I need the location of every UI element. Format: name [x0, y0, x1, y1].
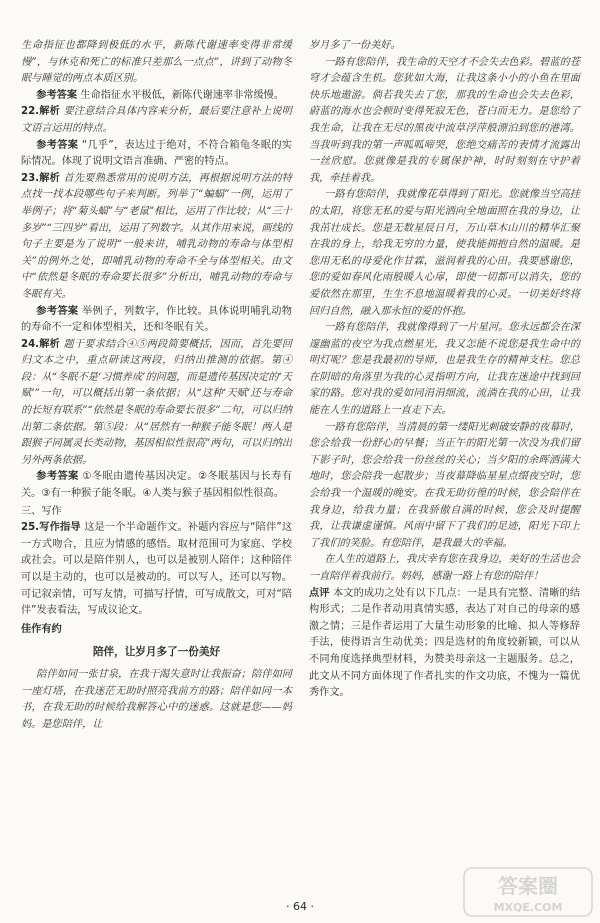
q25-guide: 这是一个半命题作文。补题内容应与“陪伴”这一方式吻合，且应为情感的感悟。取材范围可为家庭、学校或社会。可以是陪伴别人，也可以是被别人陪伴；这种陪伴可以是主动的，也可以是被动的。可以写人，还可以写物。可记叙亲情，可写友情，可描写抒情，可写成散文，可对“陪伴”发表看法，写成议论文。: [21, 522, 293, 617]
comment-text: 本文的成功之处有以下几点：一是具有完整、清晰的结构形式；二是作者动用真情实感，表达了对自己的母亲的感激之情；三是作者运用了大量生动形象的比喻、拟人等修辞手法，使得语言生动优美；四是选材的角度较新颖，可以从不同角度选择典型材料，为赞美母亲这一主题服务。总之，此文从不同方面体现了作者扎实的作文功底，不愧为一篇优秀作文。: [309, 587, 581, 699]
q24-label: 解析: [39, 338, 61, 350]
q22-answer: “几乎”，表达过于绝对，不符合箱龟冬眠的实际情况。体现了说明文语言准确、严密的特点。: [21, 139, 292, 168]
question-23: [21, 171, 292, 304]
q24-number: 24.: [21, 338, 40, 350]
q23-answer: 举例子，列数字，作比较。具体说明哺乳动物的寿命不一定和体型相关，还和冬眠有关。: [21, 305, 292, 334]
q23-label: 解析: [39, 172, 61, 184]
essay-paragraph-6: 在人生的道路上，我庆幸有您在我身边，美好的生活也会一直陪伴着我前行。妈妈，感谢一路上有您的陪伴！: [309, 554, 580, 582]
essay-title: 陪伴，让岁月多了一份美好: [92, 646, 221, 659]
model-essay-label: 佳作有约: [21, 623, 62, 635]
essay-paragraph-1-tail: 岁月多了一份美好。: [309, 40, 401, 51]
question-24: [21, 337, 292, 470]
question-22: [21, 104, 292, 137]
q22-number: 22.: [21, 106, 40, 118]
q23-analysis: 首先要熟悉常用的说明方法，再根据说明方法的特点找一找本段哪些句子来判断。列举了“蝙蝠”一例，运用了举例子；将“菊头蝠”与“老鼠”相比，运用了作比较；从“三十多岁”“三四岁”看出，运用了列数字。从其作用来说，画线的句子主要是为了说明“一般来讲，哺乳动物的寿命与体型相关”的例外之处，即哺乳动物的寿命不全与体型相关。由文中“依然是冬眠的寿命要长很多”分析出，哺乳动物的寿命与冬眠有关。: [21, 172, 292, 300]
q22-answer-label: 参考答案: [36, 139, 79, 151]
q23-answer-label: 参考答案: [36, 305, 79, 317]
essay-paragraph-3: 一路有您陪伴，我就像花草得到了阳光。您就像当空高挂的太阳，将您无私的爱与阳光洒向全地面照在我的身边，让我茁壮成长。您是无数星辰日月，万山草木山川的精华汇聚在我的身上，给我无穷的力量，使我能拥抱自然的温暖。是您用无私的母爱化作甘霖，滋润着我的心田。我要感谢您，您的爱如春风化雨般暖人心扉，即使一切都可以消失，您的爱依然在那里，生生不息地温暖着我的心灵。一切美好终将回归自然，融入那永恒的爱的怀抱。: [309, 189, 580, 317]
q24-answer-label: 参考答案: [36, 471, 79, 483]
q25-label: 写作指导: [39, 522, 81, 534]
q21-answer: 生命指征水平极低，新陈代谢速率非常缓慢。: [80, 89, 285, 101]
q24-analysis: 题干要求结合④⑤两段简要概括，因而，首先要回归文本之中，重点研读这两段，归纳出推测的依据。第④段：从“冬眠不是‘习惯养成’的问题，而是遗传基因决定的‘天赋’”一句，可以概括出第一条依据；从“这种‘天赋’还与寿命的长短有联系”“依然是冬眠的寿命要长很多”二句，可以归纳出第二条依据。第⑤段：从“居然有一种猴子能冬眠！两人是跟猴子同属灵长类动物，基因相似性很高”两句，可以归纳出另外两条依据。: [21, 338, 292, 466]
q22-label: 解析: [39, 106, 61, 118]
watermark-logo: [462, 866, 594, 918]
essay-paragraph-2: 一路有您陪伴，我生命的天空才不会失去色彩。碧蓝的苍穹才会蕴含生机。您犹如大海，让我这条小小的小鱼在里面快乐地遨游。倘若我失去了您，那我的生命也会失去色彩，蔚蓝的海水也会顿时变得死寂无色，苍白而无力。是您给了我生命，让我在无尽的黑夜中流草浮萍般漂泊到您的港湾。当我听到我的第一声呱呱啼哭，您绝交痛苦的表情才流露出一丝欣慰。您就像是我的专属保护神，时时刻刻在守护着我，牵挂着我。: [309, 56, 580, 184]
question-25: [21, 520, 292, 620]
q21-answer-label: 参考答案: [36, 89, 78, 101]
q22-analysis: 要注意结合具体内容来分析，最后要注意补上说明文语言运用的特点。: [21, 106, 292, 134]
left-column: [21, 38, 292, 733]
q24-answer: ①冬眠由遗传基因决定。②冬眠基因与长寿有关。③有一种猴子能冬眠。④人类与猴子基因相似性很高。: [21, 471, 293, 500]
essay-paragraph-4: 一路有您陪伴，我就像得到了一片星河。您永远都会在深邃幽蓝的夜空为我点燃星光，我又怎能不说您是我生命中的明灯呢？您是我最初的导师，也是我生存的精神支柱。您总在阴暗的角落里为我的心灵指明方向，让我在迷途中找到回家的路。您对我的爱如同涓涓细流，流淌在我的心田，让我能在人生的道路上一直走下去。: [309, 322, 580, 417]
page-number: · 64 ·: [286, 900, 314, 913]
right-column: [309, 38, 580, 702]
essay-paragraph-5: 一路有您陪伴，当清晨的第一缕阳光刺破安静的夜幕时，您会给我一份舒心的早餐；当正午的阳光第一次没为我们留下影子时，您会给我一份丝丝的关心；当夕阳的余晖洒满大地时，您会陪我一起散步；当夜幕降临星星点缀夜空时，您会给我一个温暖的晚安。在我无助彷徨的时候，您会陪伴在我身边，给我力量；在我骄傲自满的时候，您会及时提醒我，让我谦虚谨慎。风雨中留下了我们的足迹，阳光下印上了我们的笑脸。有您陪伴，是我最大的幸福。: [309, 421, 580, 549]
q25-number: 25.: [21, 522, 40, 534]
watermark-url: MXQE.COM: [493, 901, 563, 914]
q21-tail: 生命指征也都降到极低的水平，新陈代谢速率变得非常缓慢”，与休克和死亡的标准只差那么一点点”，讲到了动物冬眠与睡觉的两点本质区别。: [21, 40, 292, 85]
essay-paragraph-1: 陪伴如同一张甘泉，在我干渴失意时让我振奋；陪伴如同一座灯塔，在我迷茫无助时照亮我前方的路；陪伴如同一本书，在我无助的时候给我解答心中的迷惑。这就是您——妈妈。是您陪伴，让: [21, 668, 292, 730]
q23-number: 23.: [21, 172, 40, 184]
section-heading: 三、写作: [21, 505, 62, 517]
comment-label: 点评: [309, 587, 330, 599]
watermark-title: 答案圈: [498, 874, 558, 898]
